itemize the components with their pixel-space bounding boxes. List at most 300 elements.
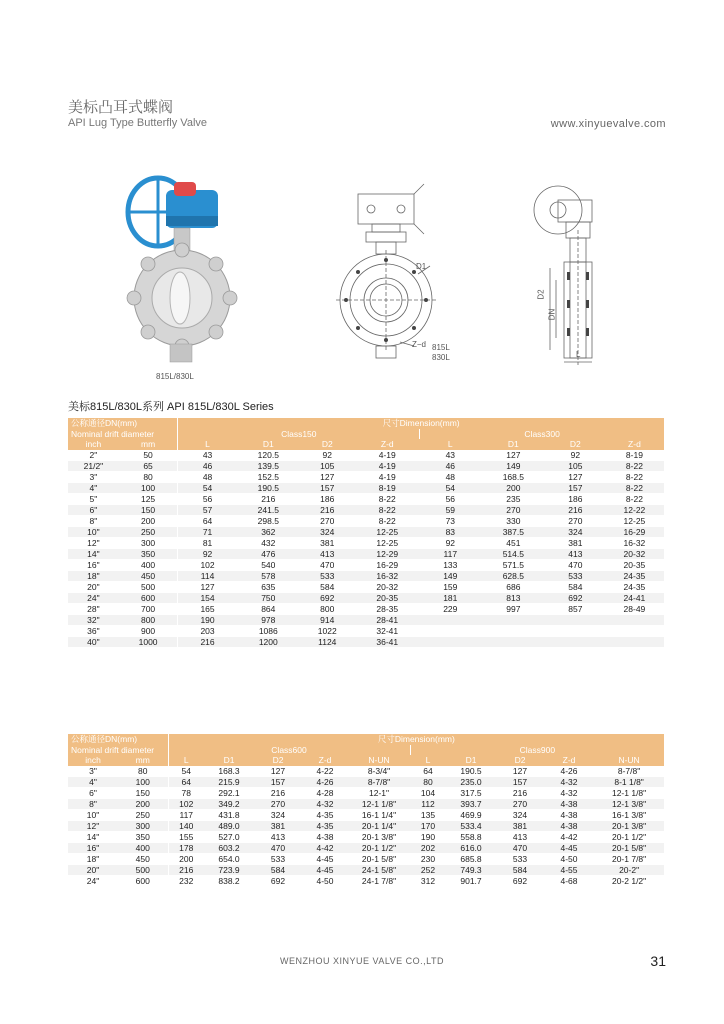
- table-cell: 200: [481, 482, 546, 493]
- table-cell: 10": [68, 809, 118, 820]
- table-cell: 24-1 5/8": [348, 864, 410, 875]
- table-cell: 4-42: [544, 831, 594, 842]
- table-cell: [605, 614, 664, 625]
- table-cell: 216: [546, 504, 605, 515]
- table-cell: 324: [300, 526, 355, 537]
- table-cell: 4-26: [302, 776, 348, 787]
- table-cell: 584: [300, 581, 355, 592]
- table-row: [68, 581, 664, 592]
- column-header: Z-d: [605, 439, 664, 450]
- table-row: [68, 493, 664, 504]
- table-cell: 104: [410, 787, 446, 798]
- table-cell: 190.5: [446, 766, 496, 777]
- table-cell: 92: [300, 450, 355, 461]
- table-row: [68, 625, 664, 636]
- table-cell: 324: [254, 809, 302, 820]
- table-cell: 4": [68, 776, 118, 787]
- table-cell: 500: [118, 864, 168, 875]
- table-cell: 203: [178, 625, 237, 636]
- table-cell: 723.9: [204, 864, 254, 875]
- table-cell: 692: [546, 592, 605, 603]
- table-cell: 4-50: [544, 853, 594, 864]
- footer-company: WENZHOU XINYUE VALVE CO.,LTD: [279, 956, 445, 966]
- table-cell: 4-32: [544, 776, 594, 787]
- table-cell: 1200: [237, 636, 300, 647]
- table-cell: 24": [68, 592, 119, 603]
- table-cell: 20-1 7/8": [594, 853, 664, 864]
- label-d1: D1: [416, 262, 427, 271]
- table-cell: 46: [178, 460, 237, 471]
- table-row: [68, 603, 664, 614]
- table-cell: 8-22: [355, 515, 420, 526]
- table-cell: 350: [118, 831, 168, 842]
- table-cell: 16-32: [355, 570, 420, 581]
- table-cell: 16-1 1/4": [348, 809, 410, 820]
- table-cell: 114: [178, 570, 237, 581]
- page-title-zh: 美标凸耳式蝶阀: [68, 99, 174, 116]
- table-cell: 8-22: [605, 482, 664, 493]
- table-row: [68, 537, 664, 548]
- column-header: mm: [118, 755, 168, 766]
- table-cell: 451: [481, 537, 546, 548]
- table-cell: 12-25: [355, 537, 420, 548]
- table-cell: 997: [481, 603, 546, 614]
- table-cell: 157: [546, 482, 605, 493]
- table-cell: 216: [178, 636, 237, 647]
- table-cell: 127: [496, 766, 544, 777]
- table-cell: 186: [546, 493, 605, 504]
- table-cell: 1022: [300, 625, 355, 636]
- table-cell: 202: [410, 842, 446, 853]
- table-cell: 900: [119, 625, 178, 636]
- column-header: L: [178, 439, 237, 450]
- class600-header: Class600: [168, 745, 410, 756]
- table-cell: 64: [410, 766, 446, 777]
- table-cell: 14": [68, 831, 118, 842]
- table-cell: 112: [410, 798, 446, 809]
- table-cell: 28": [68, 603, 119, 614]
- table-cell: 4-28: [302, 787, 348, 798]
- dimension-table-class600-900: [68, 734, 664, 887]
- table-cell: 149: [481, 460, 546, 471]
- table-cell: 584: [254, 864, 302, 875]
- table-cell: 603.2: [204, 842, 254, 853]
- table-cell: 16": [68, 559, 119, 570]
- nominal-header-en: Nominal drift diameter: [68, 745, 168, 756]
- table-cell: 81: [178, 537, 237, 548]
- table-cell: 292.1: [204, 787, 254, 798]
- table-cell: 8-22: [355, 493, 420, 504]
- table-row: [68, 853, 664, 864]
- table-cell: 127: [178, 581, 237, 592]
- table-cell: 571.5: [481, 559, 546, 570]
- table-cell: 159: [420, 581, 481, 592]
- column-header: D1: [481, 439, 546, 450]
- table-cell: 514.5: [481, 548, 546, 559]
- column-header: Z-d: [355, 439, 420, 450]
- table-cell: 140: [168, 820, 204, 831]
- table-cell: 21/2": [68, 460, 119, 471]
- table-cell: 168.5: [481, 471, 546, 482]
- table-cell: 413: [496, 831, 544, 842]
- dimension-header: 尺寸Dimension(mm): [178, 418, 664, 429]
- table-cell: 12-1": [348, 787, 410, 798]
- table-cell: 20-32: [605, 548, 664, 559]
- table-cell: 18": [68, 853, 118, 864]
- table-row: [68, 450, 664, 461]
- valve-photo: [118, 172, 238, 368]
- table-cell: 127: [481, 450, 546, 461]
- table-cell: 43: [420, 450, 481, 461]
- table-cell: 181: [420, 592, 481, 603]
- table-cell: [546, 636, 605, 647]
- column-headers: [68, 439, 664, 450]
- table-cell: 150: [119, 504, 178, 515]
- table-row: [68, 864, 664, 875]
- table-cell: 600: [119, 592, 178, 603]
- table-row: [68, 460, 664, 471]
- table-cell: 4": [68, 482, 119, 493]
- side-drawing: [528, 180, 612, 370]
- table-cell: 393.7: [446, 798, 496, 809]
- table-row: [68, 809, 664, 820]
- table-cell: 470: [300, 559, 355, 570]
- table-cell: 350: [119, 548, 178, 559]
- table-cell: 157: [496, 776, 544, 787]
- table-cell: 20-1 3/8": [348, 831, 410, 842]
- table-cell: 80: [410, 776, 446, 787]
- table-cell: 500: [119, 581, 178, 592]
- table-cell: 700: [119, 603, 178, 614]
- table-cell: 250: [119, 526, 178, 537]
- column-header: L: [410, 755, 446, 766]
- table-cell: 16-29: [605, 526, 664, 537]
- table-cell: 235.0: [446, 776, 496, 787]
- table-cell: 216: [237, 493, 300, 504]
- table-cell: 54: [178, 482, 237, 493]
- table-cell: 92: [420, 537, 481, 548]
- table-cell: 533.4: [446, 820, 496, 831]
- table-cell: 215.9: [204, 776, 254, 787]
- table-cell: 24-41: [605, 592, 664, 603]
- table-row: [68, 831, 664, 842]
- table-cell: 978: [237, 614, 300, 625]
- table-row: [68, 787, 664, 798]
- table-cell: 400: [118, 842, 168, 853]
- table-cell: 32": [68, 614, 119, 625]
- table-cell: 149: [420, 570, 481, 581]
- column-header: N-UN: [348, 755, 410, 766]
- website-url[interactable]: www.xinyuevalve.com: [550, 118, 666, 130]
- table-cell: 186: [300, 493, 355, 504]
- table-cell: 105: [546, 460, 605, 471]
- table-cell: 12-22: [605, 504, 664, 515]
- label-l: L: [576, 350, 581, 359]
- table-row: [68, 526, 664, 537]
- table-cell: 241.5: [237, 504, 300, 515]
- table-cell: 533: [546, 570, 605, 581]
- table-cell: 12-29: [355, 548, 420, 559]
- table-row: [68, 766, 664, 777]
- column-header: D2: [300, 439, 355, 450]
- table-cell: 584: [496, 864, 544, 875]
- table-cell: 200: [118, 798, 168, 809]
- table-cell: 56: [420, 493, 481, 504]
- table-cell: [546, 614, 605, 625]
- table-cell: 749.3: [446, 864, 496, 875]
- column-header: N-UN: [594, 755, 664, 766]
- table-cell: 57: [178, 504, 237, 515]
- table-cell: 527.0: [204, 831, 254, 842]
- table-cell: [420, 625, 481, 636]
- table-cell: 190.5: [237, 482, 300, 493]
- table-row: [68, 471, 664, 482]
- table-cell: 300: [119, 537, 178, 548]
- table-cell: 20-1 1/4": [348, 820, 410, 831]
- table-cell: 216: [168, 864, 204, 875]
- table-row: [68, 548, 664, 559]
- table-cell: 150: [118, 787, 168, 798]
- table-cell: 470: [546, 559, 605, 570]
- table-cell: 12-1 3/8": [594, 798, 664, 809]
- table-cell: 216: [254, 787, 302, 798]
- table-cell: 901.7: [446, 875, 496, 886]
- table-cell: 813: [481, 592, 546, 603]
- nominal-header-zh: 公称通径DN(mm): [68, 418, 178, 429]
- table-cell: 125: [119, 493, 178, 504]
- table-cell: 200: [168, 853, 204, 864]
- table-cell: 100: [118, 776, 168, 787]
- table-cell: 16-29: [355, 559, 420, 570]
- table-cell: 170: [410, 820, 446, 831]
- table-cell: 8": [68, 798, 118, 809]
- table-cell: 20": [68, 581, 119, 592]
- table-cell: 450: [118, 853, 168, 864]
- series-title: 美标815L/830L系列 API 815L/830L Series: [68, 401, 274, 413]
- column-header: inch: [68, 755, 118, 766]
- table-cell: 59: [420, 504, 481, 515]
- table-cell: 152.5: [237, 471, 300, 482]
- table-cell: 533: [496, 853, 544, 864]
- column-header: L: [420, 439, 481, 450]
- table-cell: 20-32: [355, 581, 420, 592]
- table-cell: 83: [420, 526, 481, 537]
- table-cell: 4-55: [544, 864, 594, 875]
- table-cell: 450: [119, 570, 178, 581]
- table-cell: 4-22: [302, 766, 348, 777]
- column-header: D1: [204, 755, 254, 766]
- table-cell: 469.9: [446, 809, 496, 820]
- table-cell: 127: [546, 471, 605, 482]
- table-cell: 4-38: [544, 809, 594, 820]
- table-cell: 80: [118, 766, 168, 777]
- table-cell: 4-38: [544, 820, 594, 831]
- table-cell: 8-22: [355, 504, 420, 515]
- table-cell: 4-38: [544, 798, 594, 809]
- dimension-table-class150-300: [68, 418, 664, 648]
- table-cell: 64: [168, 776, 204, 787]
- table-cell: 100: [119, 482, 178, 493]
- table-cell: 4-68: [544, 875, 594, 886]
- table-cell: 8-19: [355, 482, 420, 493]
- class150-header: Class150: [178, 429, 420, 440]
- table-cell: 4-45: [302, 864, 348, 875]
- table-cell: 117: [420, 548, 481, 559]
- page-title-en: API Lug Type Butterfly Valve: [68, 117, 208, 129]
- table-cell: 178: [168, 842, 204, 853]
- table-cell: 298.5: [237, 515, 300, 526]
- table-cell: 28-35: [355, 603, 420, 614]
- table-cell: 1000: [119, 636, 178, 647]
- table-cell: 8-3/4": [348, 766, 410, 777]
- photo-caption: 815L/830L: [156, 372, 194, 381]
- table-cell: 362: [237, 526, 300, 537]
- table-cell: [605, 625, 664, 636]
- table-cell: 46: [420, 460, 481, 471]
- table-cell: 200: [119, 515, 178, 526]
- table-cell: [420, 636, 481, 647]
- table-cell: 2": [68, 450, 119, 461]
- table-cell: 250: [118, 809, 168, 820]
- table-cell: 20-1 1/2": [594, 831, 664, 842]
- table-cell: 489.0: [204, 820, 254, 831]
- table-cell: 36-41: [355, 636, 420, 647]
- table-cell: [420, 614, 481, 625]
- table-cell: 92: [546, 450, 605, 461]
- table-cell: 686: [481, 581, 546, 592]
- table-cell: 4-32: [544, 787, 594, 798]
- table-cell: 381: [546, 537, 605, 548]
- table-cell: 413: [546, 548, 605, 559]
- table-cell: 635: [237, 581, 300, 592]
- table-cell: 8-22: [605, 471, 664, 482]
- table-cell: 14": [68, 548, 119, 559]
- table-row: [68, 798, 664, 809]
- table-cell: 4-35: [302, 809, 348, 820]
- table-cell: 324: [546, 526, 605, 537]
- table-cell: 24-1 7/8": [348, 875, 410, 886]
- table-row: [68, 559, 664, 570]
- page-number: 31: [650, 953, 666, 969]
- table-row: [68, 820, 664, 831]
- table-cell: 1124: [300, 636, 355, 647]
- table-cell: 800: [300, 603, 355, 614]
- label-815l: 815L: [432, 343, 450, 352]
- table-cell: 165: [178, 603, 237, 614]
- table-cell: 190: [178, 614, 237, 625]
- table-cell: 78: [168, 787, 204, 798]
- table-cell: [546, 625, 605, 636]
- table-cell: 685.8: [446, 853, 496, 864]
- table-cell: 102: [178, 559, 237, 570]
- table-cell: 252: [410, 864, 446, 875]
- table-cell: 4-26: [544, 766, 594, 777]
- table-cell: 750: [237, 592, 300, 603]
- table-cell: 12-1 1/8": [594, 787, 664, 798]
- table-cell: 28-41: [355, 614, 420, 625]
- table-cell: 6": [68, 787, 118, 798]
- label-dn: DN: [547, 308, 557, 321]
- table-cell: 48: [178, 471, 237, 482]
- table-cell: 127: [254, 766, 302, 777]
- table-row: [68, 570, 664, 581]
- table-cell: 4-19: [355, 450, 420, 461]
- table-cell: 6": [68, 504, 119, 515]
- table-cell: 8-1 1/8": [594, 776, 664, 787]
- column-header: D1: [446, 755, 496, 766]
- table-cell: 229: [420, 603, 481, 614]
- table-cell: 324: [496, 809, 544, 820]
- column-header: D2: [254, 755, 302, 766]
- table-cell: 4-38: [302, 831, 348, 842]
- table-cell: 8-7/8": [348, 776, 410, 787]
- table-cell: 8-22: [605, 493, 664, 504]
- table-cell: 20-35: [605, 559, 664, 570]
- table-cell: 71: [178, 526, 237, 537]
- table-cell: 692: [300, 592, 355, 603]
- table-cell: 20-1 1/2": [348, 842, 410, 853]
- table-cell: 540: [237, 559, 300, 570]
- dimension-header: 尺寸Dimension(mm): [168, 734, 664, 745]
- table-cell: 190: [410, 831, 446, 842]
- table-row: [68, 614, 664, 625]
- table-cell: 40": [68, 636, 119, 647]
- table-cell: 127: [300, 471, 355, 482]
- table-cell: 4-45: [544, 842, 594, 853]
- table-row: [68, 515, 664, 526]
- column-header: L: [168, 755, 204, 766]
- table-cell: 616.0: [446, 842, 496, 853]
- table-cell: 317.5: [446, 787, 496, 798]
- column-header: D2: [496, 755, 544, 766]
- table-cell: 312: [410, 875, 446, 886]
- table-cell: 16": [68, 842, 118, 853]
- table-cell: 80: [119, 471, 178, 482]
- table-cell: 3": [68, 766, 118, 777]
- table-cell: 3": [68, 471, 119, 482]
- table-cell: 413: [300, 548, 355, 559]
- table-cell: 155: [168, 831, 204, 842]
- nominal-header-en: Nominal drift diameter: [68, 429, 178, 440]
- table-cell: 12-1 1/8": [348, 798, 410, 809]
- table-cell: 400: [119, 559, 178, 570]
- table-cell: 349.2: [204, 798, 254, 809]
- table-cell: 12-25: [605, 515, 664, 526]
- column-headers: [68, 755, 664, 766]
- table-cell: 413: [254, 831, 302, 842]
- label-830l: 830L: [432, 353, 450, 362]
- table-cell: 533: [254, 853, 302, 864]
- table-cell: 43: [178, 450, 237, 461]
- table-cell: 28-49: [605, 603, 664, 614]
- table-row: [68, 875, 664, 886]
- table-cell: 36": [68, 625, 119, 636]
- table-cell: 92: [178, 548, 237, 559]
- table-cell: 4-35: [302, 820, 348, 831]
- table-cell: [481, 614, 546, 625]
- table-row: [68, 842, 664, 853]
- table-cell: 4-32: [302, 798, 348, 809]
- table-cell: 270: [300, 515, 355, 526]
- table-cell: 857: [546, 603, 605, 614]
- table-cell: 387.5: [481, 526, 546, 537]
- table-cell: 216: [496, 787, 544, 798]
- table-cell: 48: [420, 471, 481, 482]
- nominal-header-zh: 公称通径DN(mm): [68, 734, 168, 745]
- table-cell: 24-35: [605, 570, 664, 581]
- table-cell: 50: [119, 450, 178, 461]
- table-cell: 32-41: [355, 625, 420, 636]
